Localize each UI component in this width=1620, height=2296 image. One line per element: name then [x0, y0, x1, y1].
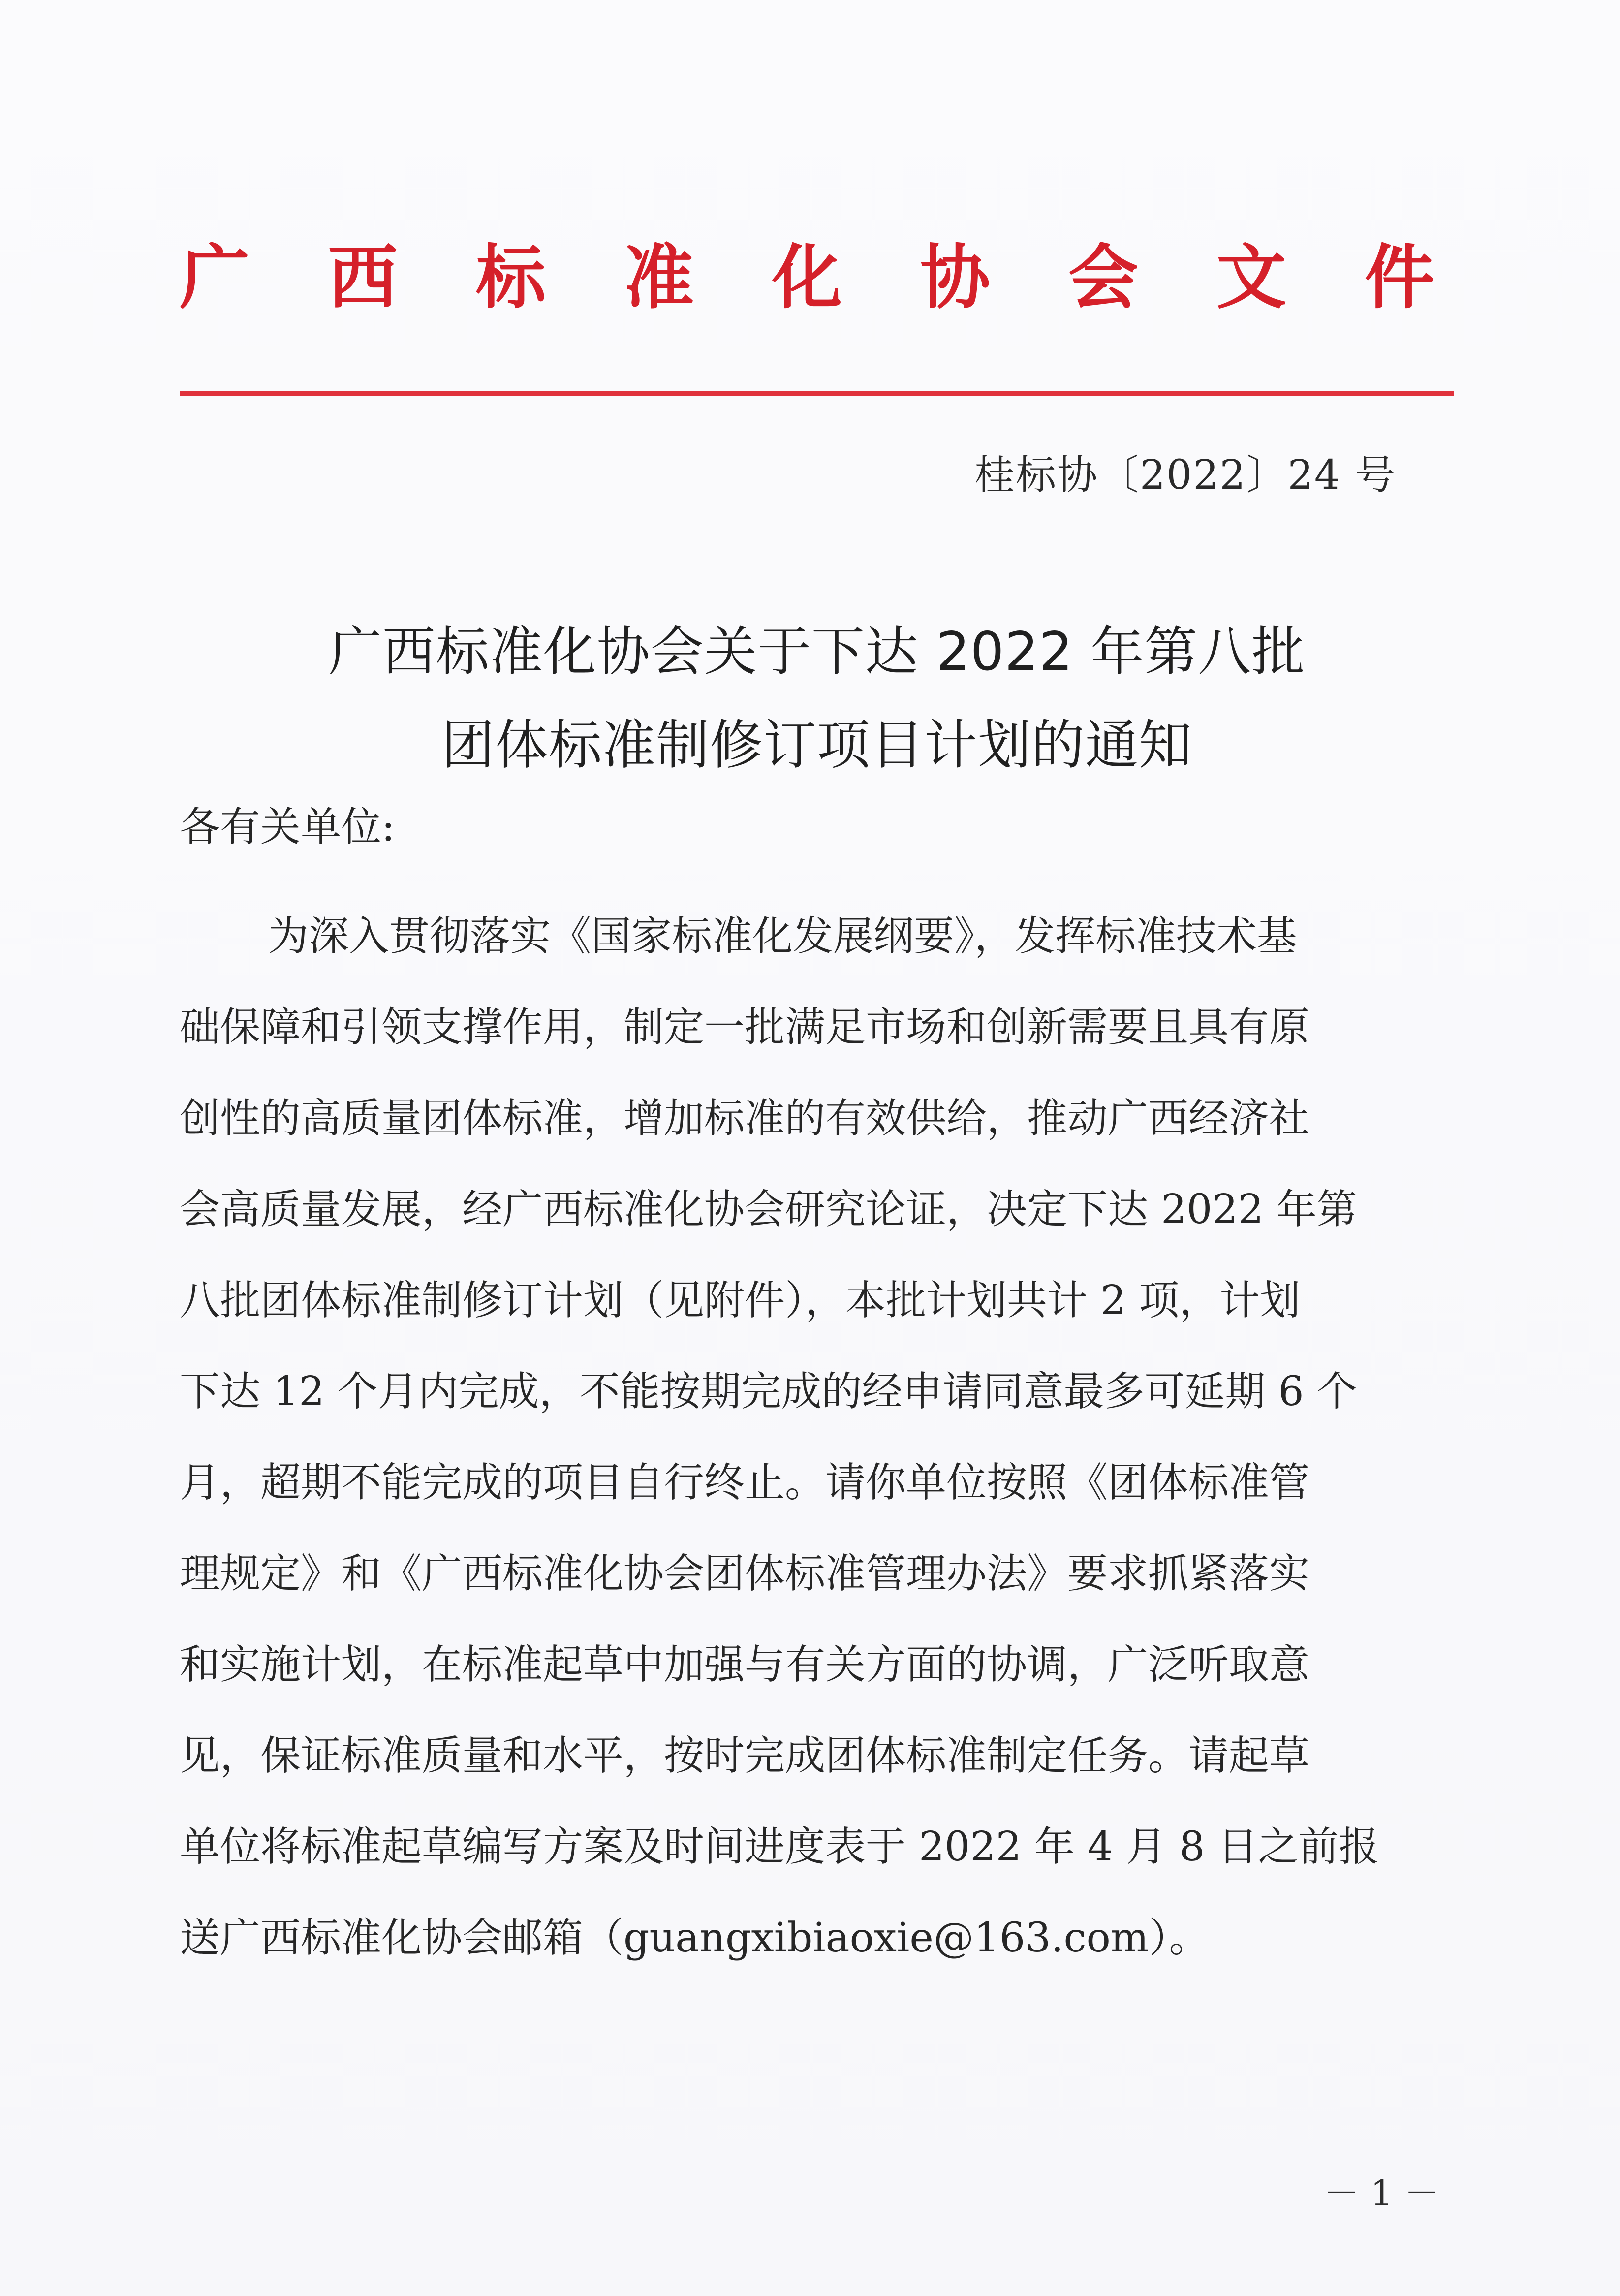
header-character: 广 [180, 237, 249, 318]
body-line: 月，超期不能完成的项目自行终止。请你单位按照《团体标准管 [180, 1459, 1310, 1506]
salutation: 各有关单位: [180, 804, 395, 850]
body-line: 送广西标准化协会邮箱（guangxibiaoxie@163.com）。 [180, 1915, 1210, 1961]
body-line: 八批团体标准制修订计划（见附件），本批计划共计 2 项，计划 [180, 1277, 1301, 1324]
document-number: 桂标协〔2022〕24 号 [974, 452, 1397, 499]
header-character: 文 [1216, 237, 1286, 318]
body-line: 础保障和引领支撑作用，制定一批满足市场和创新需要且具有原 [180, 1004, 1310, 1051]
header-character: 会 [1068, 237, 1138, 318]
page-number: － 1 － [1324, 2172, 1440, 2214]
body-line: 单位将标准起草编写方案及时间进度表于 2022 年 4 月 8 日之前报 [180, 1824, 1379, 1870]
document-header [180, 234, 1434, 322]
body-line: 创性的高质量团体标准，增加标准的有效供给，推动广西经济社 [180, 1095, 1310, 1142]
notice-title [177, 605, 1457, 792]
body-line: 下达 12 个月内完成，不能按期完成的经申请同意最多可延期 6 个 [180, 1368, 1357, 1415]
red-header-rule [180, 391, 1454, 396]
title-line: 团体标准制修订项目计划的通知 [441, 715, 1192, 776]
title-line: 广西标准化协会关于下达 2022 年第八批 [328, 621, 1306, 683]
header-character: 化 [772, 237, 842, 318]
body-line: 和实施计划，在标准起草中加强与有关方面的协调，广泛听取意 [180, 1641, 1310, 1688]
body-line: 会高质量发展，经广西标准化协会研究论证，决定下达 2022 年第 [180, 1186, 1357, 1233]
header-character: 西 [328, 237, 398, 318]
body-line: 见，保证标准质量和水平，按时完成团体标准制定任务。请起草 [180, 1732, 1310, 1779]
notice-body [180, 891, 1434, 1983]
body-line: 理规定》和《广西标准化协会团体标准管理办法》要求抓紧落实 [180, 1550, 1310, 1597]
header-character: 准 [624, 237, 694, 318]
header-character: 标 [476, 237, 546, 318]
header-character: 件 [1365, 237, 1434, 318]
header-character: 协 [920, 237, 990, 318]
body-line: 为深入贯彻落实《国家标准化发展纲要》，发挥标准技术基 [268, 913, 1298, 960]
